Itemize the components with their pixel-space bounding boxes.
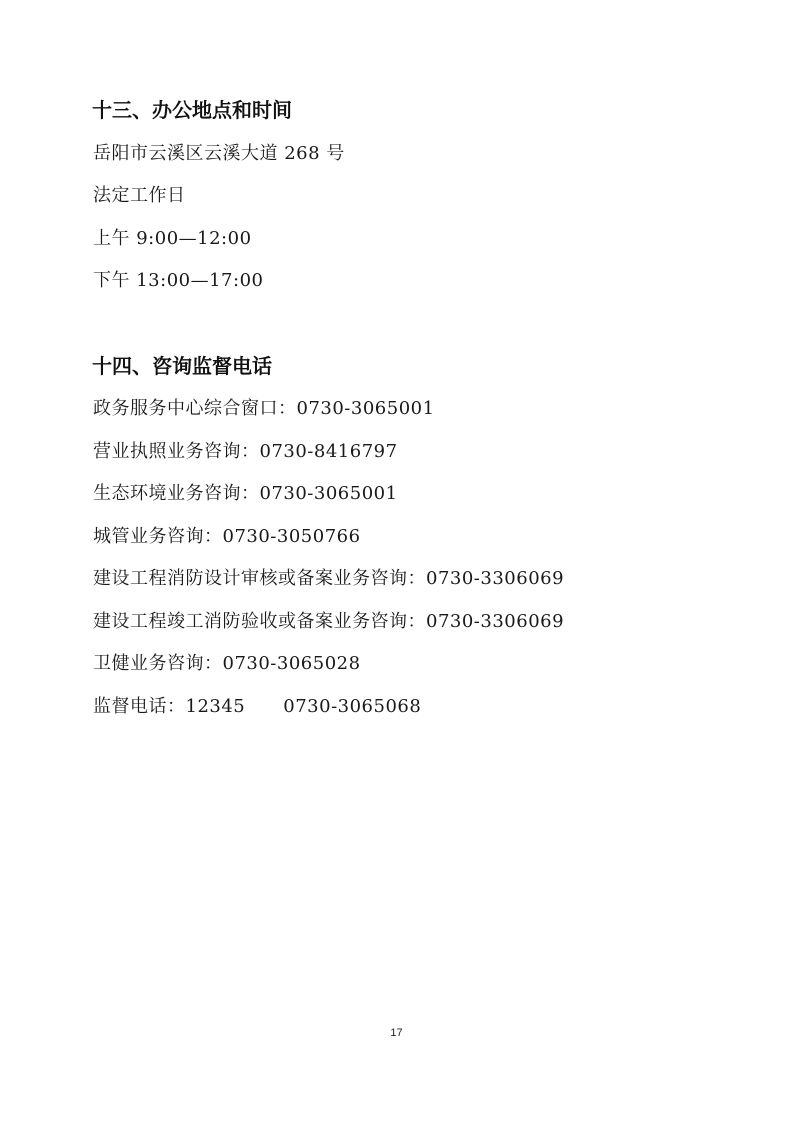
supervision-hotline [93,694,421,720]
working-days: 法定工作日 [93,185,186,206]
section-14-heading: 十四、咨询监督电话 [92,354,272,378]
section-13-heading: 十三、办公地点和时间 [92,98,292,122]
contact-line: 营业执照业务咨询：0730-8416797 [93,441,398,462]
contact-line: 生态环境业务咨询：0730-3065001 [93,483,398,504]
office-address: 岳阳市云溪区云溪大道 268 号 [93,143,345,164]
page-number: 17 [390,1027,403,1039]
contact-line: 城管业务咨询：0730-3050766 [93,526,361,547]
afternoon-hours: 下午 13:00—17:00 [93,270,264,291]
supervision-label: 监督电话：12345 [93,696,246,717]
contact-line: 卫健业务咨询：0730-3065028 [93,653,361,674]
supervision-second-number: 0730-3065068 [283,696,422,717]
morning-hours: 上午 9:00—12:00 [93,228,252,249]
contact-line: 政务服务中心综合窗口：0730-3065001 [93,398,435,419]
contact-line: 建设工程竣工消防验收或备案业务咨询：0730-3306069 [93,611,565,632]
contact-line: 建设工程消防设计审核或备案业务咨询：0730-3306069 [93,568,565,589]
